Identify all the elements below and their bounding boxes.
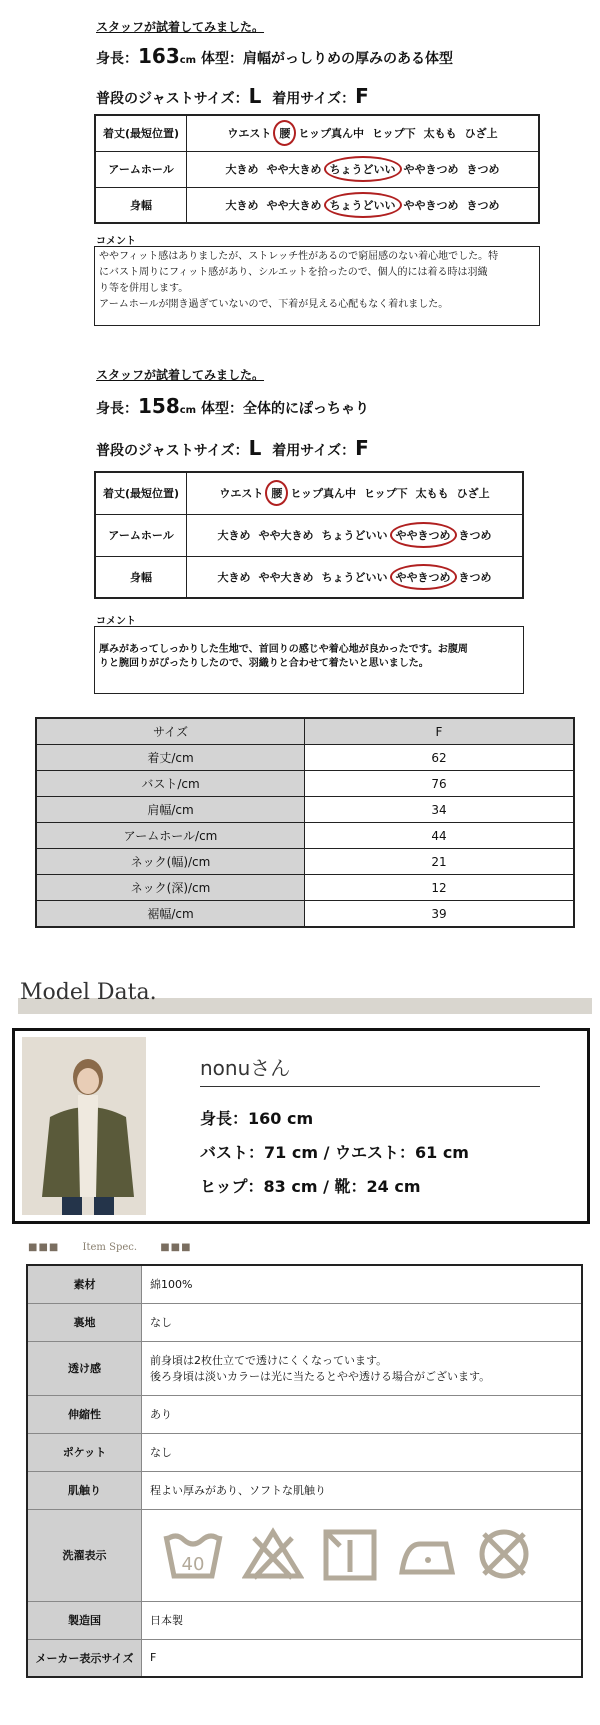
fit-option: ひざ上 (456, 487, 490, 501)
spec-value-line: なし (150, 1446, 172, 1459)
size-key: ネック(深)/cm (36, 875, 305, 901)
fit-row-label: 身幅 (95, 556, 187, 598)
spec-value-line: あり (150, 1408, 172, 1421)
model-photo (22, 1037, 146, 1215)
model-name: nonuさん (200, 1056, 291, 1080)
trial1-heading: スタッフが試着してみました。 (96, 20, 265, 34)
spec-table (26, 1264, 583, 1678)
spec-value-line: F (150, 1651, 157, 1665)
fit-option: 大きめ (225, 198, 259, 212)
wash-40-icon (162, 1526, 224, 1585)
spec-value-line: なし (150, 1316, 172, 1329)
fit-option-selected: ちょうどいい (329, 163, 396, 176)
spec-value (142, 1433, 583, 1471)
trial1-body-line: 身長：163cm 体型：肩幅がっしりめの厚みのある体型 (96, 44, 453, 68)
fit-option: ヒップ真ん中 (290, 487, 356, 501)
spec-value-line: 後ろ身頃は淡いカラーは光に当たるとやや透ける場合がございます。 (150, 1370, 491, 1383)
spec-key: 肌触り (27, 1471, 142, 1509)
size-value: 21 (305, 849, 575, 875)
fit-options (187, 115, 540, 151)
comment-line: 厚みがあってしっかりした生地で、首回りの感じや着心地が良かったです。お腹周 (99, 644, 468, 655)
fit-options (187, 187, 540, 223)
spec-key: 伸縮性 (27, 1395, 142, 1433)
fit-option: 大きめ (217, 570, 251, 584)
size-row (36, 849, 574, 875)
fit-option: ウエスト (219, 487, 264, 501)
size-row (36, 745, 574, 771)
fit-option: ややきつめ (403, 198, 459, 212)
size-key: 裾幅/cm (36, 901, 305, 928)
spec-value-line: 前身頃は2枚仕立てで透けにくくなっています。 (150, 1354, 388, 1367)
fit-row-label: アームホール (95, 151, 187, 187)
spec-value (142, 1265, 583, 1303)
spec-marks-right: ■■■ (160, 1242, 192, 1253)
model-divider (200, 1086, 540, 1087)
spec-key: ポケット (27, 1433, 142, 1471)
size-table (35, 717, 575, 928)
size-value: 62 (305, 745, 575, 771)
fit-option: ややきつめ (403, 163, 459, 176)
fit-option: きつめ (458, 529, 492, 542)
spec-value (142, 1509, 583, 1601)
fit-option-selected: ややきつめ (395, 570, 451, 584)
size-header-row (36, 718, 574, 745)
model-hip-shoe: ヒップ：83 cm / 靴：24 cm (200, 1177, 421, 1196)
svg-text:40: 40 (181, 1553, 205, 1575)
spec-key: メーカー表示サイズ (27, 1639, 142, 1677)
spec-value-line: 程よい厚みがあり、ソフトな肌触り (150, 1484, 326, 1497)
fit-option: 大きめ (217, 529, 251, 542)
fit-option: 太もも (423, 127, 457, 141)
fit-option-selected: 腰 (279, 127, 291, 141)
fit-options (187, 151, 540, 187)
comment-line: アームホールが開き過ぎていないので、下着が見える心配もなく着れました。 (99, 299, 449, 310)
fit-row (95, 514, 523, 556)
fit-option: きつめ (458, 570, 492, 584)
shade-dry-icon (322, 1526, 378, 1585)
fit-option: ウエスト (227, 127, 272, 141)
trial1-comment-label: コメント (96, 236, 136, 247)
size-key: ネック(幅)/cm (36, 849, 305, 875)
fit-options (187, 472, 524, 514)
size-header-cell: F (305, 718, 575, 745)
fit-option: やや大きめ (266, 198, 322, 212)
trial2-comment-label: コメント (96, 616, 136, 627)
spec-row (27, 1265, 582, 1303)
spec-row (27, 1341, 582, 1395)
fit-row (95, 556, 523, 598)
spec-value-line: 日本製 (150, 1614, 183, 1627)
size-row (36, 823, 574, 849)
fit-option: きつめ (466, 198, 500, 212)
comment-line: ややフィット感はありましたが、ストレッチ性があるので窮屈感のない着心地でした。特 (99, 251, 499, 262)
size-row (36, 875, 574, 901)
size-value: 39 (305, 901, 575, 928)
spec-value (142, 1303, 583, 1341)
model-height: 身長：160 cm (200, 1109, 314, 1128)
size-header-cell: サイズ (36, 718, 305, 745)
fit-option-selected: 腰 (271, 487, 283, 501)
size-value: 44 (305, 823, 575, 849)
fit-option: ヒップ真ん中 (298, 127, 364, 141)
fit-option: ヒップ下 (364, 487, 408, 501)
spec-row (27, 1433, 582, 1471)
spec-marks-left: ■■■ (28, 1242, 60, 1253)
spec-value (142, 1639, 583, 1677)
trial1-size-line: 普段のジャストサイズ：L 着用サイズ：F (96, 84, 369, 108)
fit-row (95, 472, 523, 514)
trial2-fit-table (94, 471, 524, 599)
spec-key: 素材 (27, 1265, 142, 1303)
size-key: 肩幅/cm (36, 797, 305, 823)
comment-line: り等を併用します。 (99, 283, 189, 294)
spec-row (27, 1471, 582, 1509)
spec-key: 透け感 (27, 1341, 142, 1395)
fit-options (187, 556, 524, 598)
care-icons (150, 1526, 580, 1585)
fit-option: ヒップ下 (372, 127, 416, 141)
spec-row (27, 1601, 582, 1639)
comment-line: にバスト周りにフィット感があり、シルエットを拾ったので、個人的には着る時は羽織 (99, 267, 488, 278)
fit-option: やや大きめ (258, 529, 314, 542)
spec-value (142, 1471, 583, 1509)
low-iron-icon (396, 1526, 458, 1585)
spec-section-title: Item Spec. (82, 1242, 138, 1253)
spec-row (27, 1395, 582, 1433)
trial1-comment (94, 246, 540, 326)
fit-option: やや大きめ (258, 570, 314, 584)
fit-options (187, 514, 524, 556)
spec-row (27, 1639, 582, 1677)
fit-row (95, 115, 539, 151)
model-section-title: Model Data. (20, 980, 157, 1005)
fit-option: やや大きめ (266, 163, 322, 176)
fit-option: ちょうどいい (321, 529, 388, 542)
spec-value (142, 1341, 583, 1395)
fit-option: ひざ上 (464, 127, 498, 141)
size-key: 着丈/cm (36, 745, 305, 771)
fit-row-label: 着丈(最短位置) (95, 472, 187, 514)
size-row (36, 771, 574, 797)
spec-row (27, 1509, 582, 1601)
fit-row-label: 身幅 (95, 187, 187, 223)
size-value: 12 (305, 875, 575, 901)
size-key: アームホール/cm (36, 823, 305, 849)
fit-row-label: アームホール (95, 514, 187, 556)
fit-option-selected: ちょうどいい (329, 198, 396, 212)
fit-option-selected: ややきつめ (395, 529, 451, 542)
spec-value (142, 1395, 583, 1433)
fit-row (95, 187, 539, 223)
fit-option: 大きめ (225, 163, 259, 176)
size-row (36, 797, 574, 823)
spec-value (142, 1601, 583, 1639)
fit-row-label: 着丈(最短位置) (95, 115, 187, 151)
fit-option: 太もも (415, 487, 449, 501)
size-row (36, 901, 574, 928)
size-key: バスト/cm (36, 771, 305, 797)
spec-key: 洗濯表示 (27, 1509, 142, 1601)
trial2-heading: スタッフが試着してみました。 (96, 368, 265, 382)
fit-option: ちょうどいい (321, 570, 388, 584)
spec-row (27, 1303, 582, 1341)
trial2-comment (94, 626, 524, 694)
fit-option: きつめ (466, 163, 500, 176)
size-value: 34 (305, 797, 575, 823)
spec-key: 製造国 (27, 1601, 142, 1639)
size-value: 76 (305, 771, 575, 797)
model-bust-waist: バスト：71 cm / ウエスト：61 cm (200, 1143, 469, 1162)
trial2-body-line: 身長：158cm 体型：全体的にぽっちゃり (96, 394, 369, 418)
no-bleach-icon (242, 1526, 304, 1585)
trial2-size-line: 普段のジャストサイズ：L 着用サイズ：F (96, 436, 369, 460)
no-dry-clean-icon (476, 1526, 532, 1585)
fit-row (95, 151, 539, 187)
spec-section-header (28, 1242, 192, 1253)
spec-value-line: 綿100% (150, 1278, 193, 1292)
comment-line: りと腕回りがぴったりしたので、羽織りと合わせて着たいと思いました。 (99, 658, 429, 669)
spec-key: 裏地 (27, 1303, 142, 1341)
trial1-fit-table (94, 114, 540, 224)
